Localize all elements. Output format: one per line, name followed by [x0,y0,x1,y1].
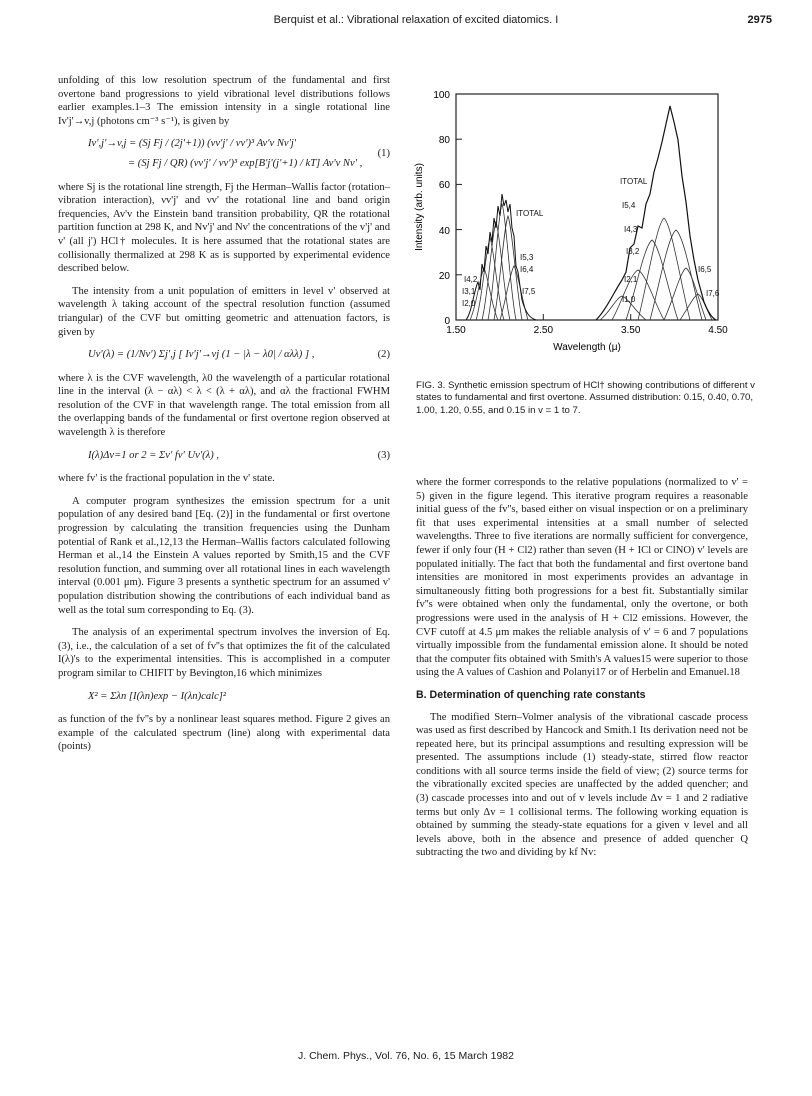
x-axis-label: Wavelength (μ) [553,342,621,353]
page-footer: J. Chem. Phys., Vol. 76, No. 6, 15 March 1982 [298,1050,514,1062]
y-tick-label: 60 [438,180,450,191]
equation-number: (2) [377,349,390,361]
band-label: I2,0 [462,299,476,308]
equation-1-line-1: Iv',j'→v,j = (Sj Fj / (2j'+1)) (νv'j' / νv')³ Av'v Nv'j' [88,138,297,150]
equation-2 [58,348,390,362]
band-label: I5,4 [622,201,636,210]
x-tick-label: 4.50 [708,325,728,336]
running-title: Berquist et al.: Vibrational relaxation of excited diatomics. I [273,14,559,26]
paragraph: as function of the fv''s by a nonlinear least squares method. Figure 2 gives an example of the calculated spectrum (line) along with experimental data (points) [58,714,390,753]
paragraph: The analysis of an experimental spectrum involves the inversion of Eq. (3), i.e., the calculation of a set of fv''s that optimizes the fit of the calculated I(λ)'s to the experimental intensities. This is accomplished in a computer program similar to CHIFIT by Bevington,16 which minimizes [58,627,390,679]
page-header [60,14,772,30]
paragraph: where fv' is the fractional population in the v' state. [58,473,275,485]
overtone-band-curves [470,204,528,320]
page-number: 2975 [747,14,772,26]
left-column [58,74,390,763]
band-label: I7,6 [706,289,720,298]
overtone-band-labels [462,209,544,308]
figure-caption: FIG. 3. Synthetic emission spectrum of HCl† showing contributions of different v states to fundamental and first overtone. Assumed distribution: 0.15, 0.40, 0.70, 1.00, 1.20, 0.55, and 0.15 in v = 1 to 7. [416,380,755,416]
band-label: I5,3 [520,253,534,262]
paragraph: The intensity from a unit population of emitters in level v' observed at wavelength λ taking account of the spectral resolution function (assumed triangular) of the CVF but omitting geometric and attenuation factors, is given by [58,285,390,338]
paragraph: unfolding of this low resolution spectrum of the fundamental and first overtone band progressions to yield vibrational level distributions follows earlier examples.1–3 The emission intensity in a single rotational line Iv'j'→v,j (photons cm⁻³ s⁻¹), is given by [58,75,390,127]
band-label: I4,3 [624,225,638,234]
equation-3 [58,449,390,463]
band-label: ITOTAL [620,177,648,186]
equation-1-line-2: = (Sj Fj / QR) (νv'j' / νv')³ exp[B'j'(j'+1) / kT] Av'v Nv' , [128,157,363,169]
right-column [416,476,748,869]
paragraph: where the former corresponds to the relative populations (normalized to v' = 5) given in the figure legend. This iterative program requires a reasonable initial guess of the fv''s, based either on visual inspection or on a preliminary fit that uses experimental intensities at a small number of selected wavelengths. Three to five iterations are normally sufficient for convergence, fewer if only four (H + Cl2) rather than seven (H + ICl or ClNO) v' levels are populated initially. The fact that both the fundamental and first overtone band intensities are monitored in most experiments provides an advantage in simultaneously fitting both progressions for a best fit. Substantially similar fv''s were obtained when only the fundamental, only the overtone, or both progressions were used in the analysis of H + Cl2 emissions. However, the CVF cutoff at 4.5 μm makes the reliable analysis of v' = 6 and 7 populations virtually impossible from the fundamental emission alone. It should be noted that the computer fits obtained with Smith's A values15 were superior to those using the A values of Cashion and Polanyi17 or of Herbelin and Emanuel.18 [416,477,748,679]
band-label: I3,2 [626,247,640,256]
band-label: I1,0 [622,295,636,304]
fundamental-total-curve [596,106,716,320]
equation-1 [58,137,390,170]
band-label: I4,2 [464,275,478,284]
y-tick-label: 80 [438,135,450,146]
equation-4 [58,690,390,704]
y-tick-label: 100 [433,90,450,101]
equation-4-body: X² = Σλn [I(λn)exp − I(λn)calc]² [88,690,227,702]
equation-3-body: I(λ)Δv=1 or 2 = Σv' fv' Uv'(λ) , [88,449,220,461]
y-axis [414,90,462,327]
x-tick-label: 3.50 [620,325,641,336]
paragraph: where λ is the CVF wavelength, λ0 the wavelength of a particular rotational line in the interval (λ − αλ) < λ < (λ + αλ), and αλ the fractional FWHM resolution of the CVF in that wavelength range. The total emission from all the overlapping bands of the fundamental or first overtone region observed at wavelength λ is therefore [58,372,390,439]
x-tick-label: 1.50 [446,325,466,336]
plot-frame [456,94,718,320]
section-heading: B. Determination of quenching rate constants [416,688,646,701]
paragraph: where Sj is the rotational line strength, Fj the Herman–Wallis factor (rotation–vibration interaction), νv'j' and νv' the rotational line and band origin frequencies, Av'v the Einstein band transition probability, QR the rotational partition function at 298 K, and Nv'j' and Nv' the concentrations of the v'j' and v' (all j') HCl† molecules. It is here assumed that the rotational states are collisionally thermalized at 298 K as is supported by experimental evidence described below. [58,181,390,275]
band-label: I7,5 [522,287,536,296]
band-label: I6,4 [520,265,534,274]
y-tick-label: 20 [438,271,450,282]
equation-number: (3) [377,449,390,461]
band-label: ITOTAL [516,209,544,218]
x-tick-label: 2.50 [533,325,554,336]
figure-3-spectrum [400,76,772,366]
y-tick-label: 0 [444,316,450,327]
y-tick-label: 40 [438,226,450,237]
paragraph: A computer program synthesizes the emission spectrum for a unit population of any desired band [Eq. (2)] in the fundamental or first overtone progression by calculating the transition frequencies using the Dunham potential of Rank et al.,12,13 the Herman–Wallis factors calculated following Herman et al.,14 the Einstein A values reported by Smith,15 and the CVF resolution function, and summing over all rotational lines in each wavelength interval (0.001 μm). Figure 3 presents a synthetic spectrum for an assumed v' population distribution showing the contributions of each individual band as well as the total sum corresponding to Eq. (3). [58,495,390,616]
equation-2-body: Uv'(λ) = (1/Nv') Σj',j [ Iv'j'→vj (1 − |λ − λ0| / αλλ) ] , [88,349,315,361]
equation-number: (1) [377,148,390,160]
y-axis-label: Intensity (arb. units) [414,163,425,251]
band-label: I3,1 [462,287,476,296]
band-label: I6,5 [698,265,712,274]
paragraph: The modified Stern–Volmer analysis of the vibrational cascade process was used as first described by Hancock and Smith.1 Its derivation need not be repeated here, but its principal assumptions and resulting expression will be presented. The assumptions include (1) steady-state, stirred flow reactor conditions with all source terms inside the field of view; (2) source terms for the vibrationally excited species are unaffected by the added quencher; and (3) cascade processes into and out of v levels include Δv = 1 and 2 radiative terms but only Δv = 1 collisional terms. The following working equation is obtained by summing the steady-state equations for a given v level and all levels above, both in the absence and presence of added quencher Q subtracting the two and dividing by kf Nv: [416,711,748,859]
band-label: I2,1 [624,275,638,284]
